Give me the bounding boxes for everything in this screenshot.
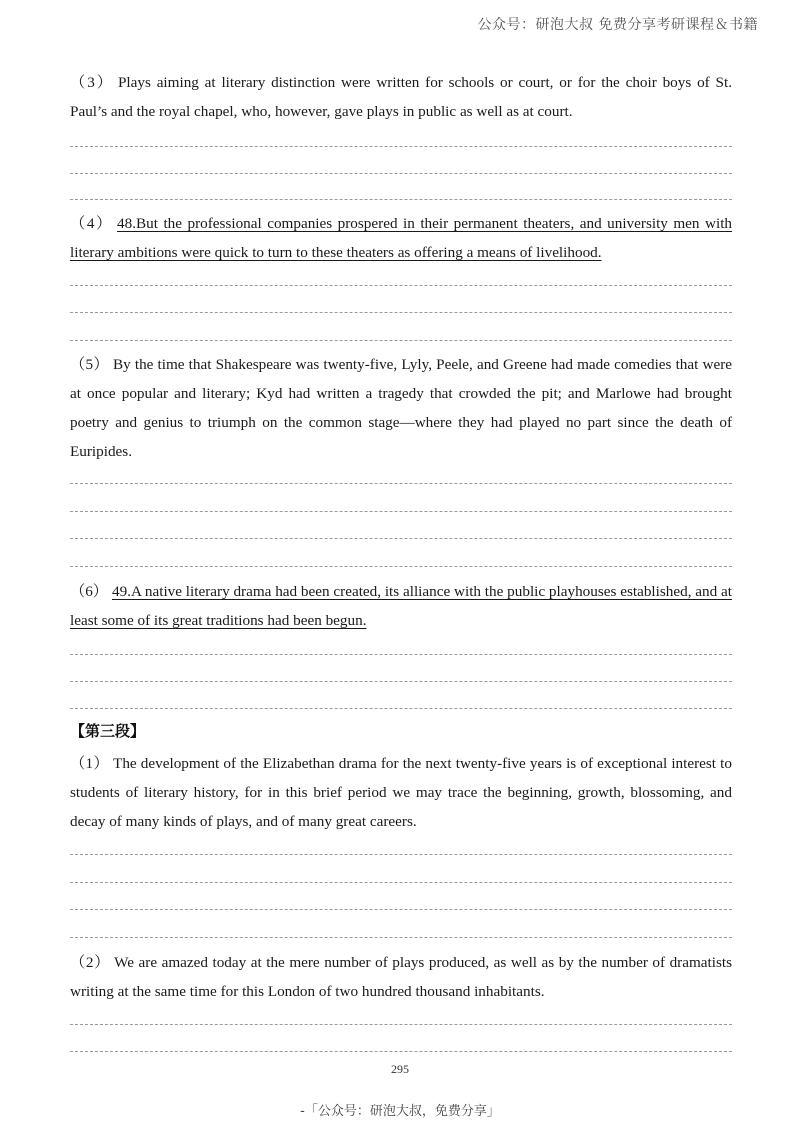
answer-line xyxy=(70,340,732,341)
paragraph-number: （2） xyxy=(70,954,111,971)
paragraph-number: （4） xyxy=(70,215,114,232)
answer-line xyxy=(70,708,732,709)
answer-line xyxy=(70,285,732,286)
answer-line xyxy=(70,312,732,313)
paragraph-number: （1） xyxy=(70,755,110,772)
answer-line xyxy=(70,1024,732,1025)
header-watermark: 公众号：研泡大叔 免费分享考研课程＆书籍 xyxy=(477,17,758,33)
paragraph-text: By the time that Shakespeare was twenty-five, Lyly, Peele, and Greene had made comedies that were at once popular and literary; Kyd had written a tragedy that crowded the pit; and Marlowe had brought poetry and genius to triumph on the common stage—where they had played no part since the death of Euripides. xyxy=(70,356,733,460)
section3-paragraph-2 xyxy=(70,948,732,1006)
paragraph-6 xyxy=(70,577,732,635)
paragraph-3 xyxy=(70,68,732,126)
paragraph-text: 48.But the professional companies prospered in their permanent theaters, and university men with literary ambitions were quick to turn to these theaters as offering a means of livelihood. xyxy=(70,215,733,261)
answer-line xyxy=(70,173,732,174)
answer-line xyxy=(70,199,732,200)
answer-line xyxy=(70,909,732,910)
answer-line xyxy=(70,937,732,938)
paragraph-number: （3） xyxy=(70,74,114,91)
answer-line xyxy=(70,854,732,855)
paragraph-number: （6） xyxy=(70,583,108,600)
answer-line xyxy=(70,538,732,539)
answer-line xyxy=(70,511,732,512)
section-title: 【第三段】 xyxy=(70,722,146,740)
footer-watermark: -「公众号：研泡大叔，免费分享」 xyxy=(300,1104,500,1119)
answer-line xyxy=(70,654,732,655)
paragraph-number: （5） xyxy=(70,356,109,373)
answer-line xyxy=(70,483,732,484)
paragraph-5 xyxy=(70,350,732,466)
answer-line xyxy=(70,566,732,567)
paragraph-text: Plays aiming at literary distinction were written for schools or court, or for the choir boys of St. Paul’s and the royal chapel, who, however, gave plays in public as well as at court. xyxy=(70,74,733,120)
paragraph-text: We are amazed today at the mere number of plays produced, as well as by the number of dramatists writing at the same time for this London of two hundred thousand inhabitants. xyxy=(70,954,733,1000)
answer-line xyxy=(70,1051,732,1052)
section3-paragraph-1 xyxy=(70,749,732,836)
answer-line xyxy=(70,882,732,883)
answer-line xyxy=(70,146,732,147)
answer-line xyxy=(70,681,732,682)
paragraph-text: 49.A native literary drama had been created, its alliance with the public playhouses established, and at least some of its great traditions had been begun. xyxy=(70,583,732,629)
paragraph-text: The development of the Elizabethan drama for the next twenty-five years is of exceptional interest to students of literary history, for in this brief period we may trace the beginning, growth, blossoming, and decay of many kinds of plays, and of many great careers. xyxy=(70,755,732,830)
paragraph-4 xyxy=(70,209,732,267)
page-number: 295 xyxy=(391,1062,409,1076)
